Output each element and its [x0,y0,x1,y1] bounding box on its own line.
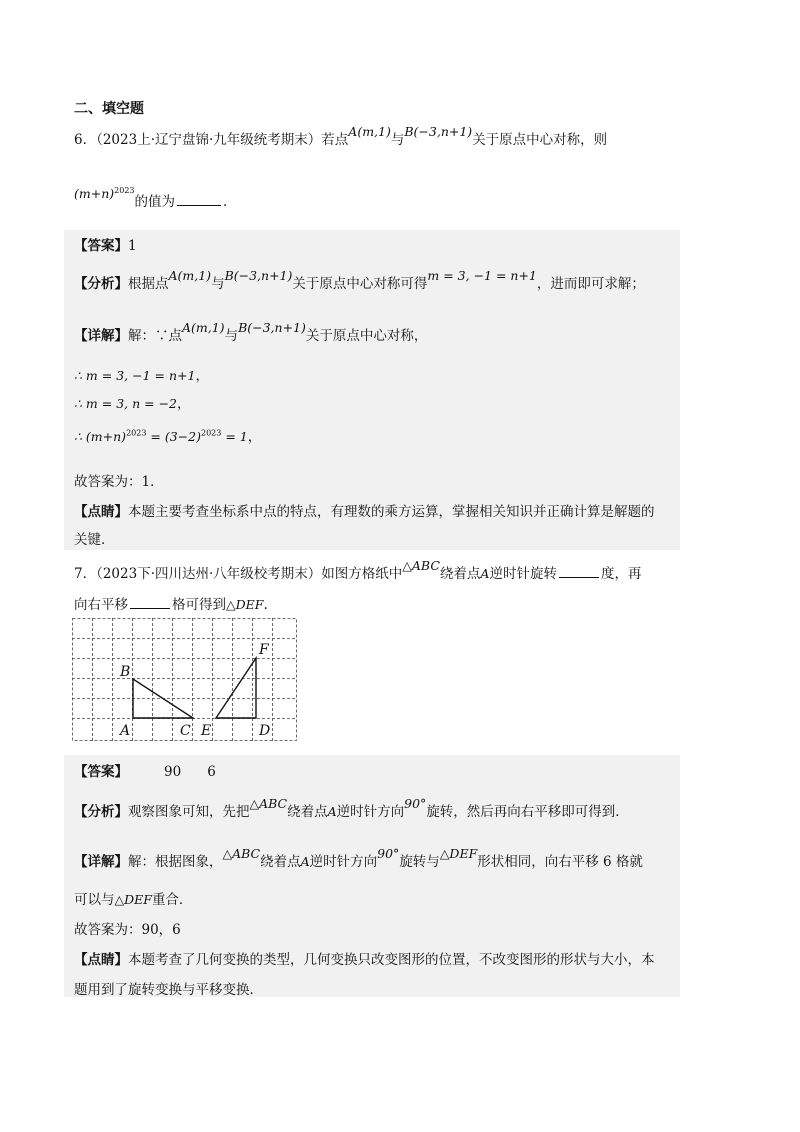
q7-analysis: 【分析】观察图象可知，先把△ABC绕着点A逆时针方向90°旋转，然后再向右平移即可得到． [74,796,629,820]
section-title: 二、填空题 [74,101,144,117]
label-c: C [180,723,191,739]
q6-step1: ∴ m = 3, −1 = n+1， [74,368,209,384]
translation-blank [130,596,170,609]
q6-comment-1: 【点睛】本题主要考查坐标系中点的特点，有理数的乘方运算，掌握相关知识并正确计算是解题的 [74,504,655,520]
q6-step2: ∴ m = 3, n = −2， [74,396,191,412]
q6-detail: 【详解】解：∵点A(m,1)与B(−3,n+1)关于原点中心对称， [74,320,428,344]
q7-comment-1: 【点睛】本题考查了几何变换的类型，几何变换只改变图形的位置，不改变图形的形状与大小，本 [74,952,655,968]
q7-detail-2: 可以与△DEF重合． [74,892,193,908]
q6-answer: 【答案】1 [74,238,137,254]
q7-question-line2: 向右平移 格可得到△DEF. [74,597,268,613]
q6-step3: ∴ $(m+n)^{2023} = (3-2)^{2023} = 1$， [74,428,262,445]
q6-question-line2: $(m+n)^{2023}$的值为 . [74,185,228,210]
q6-comment-2: 关键． [74,532,115,548]
q6-final: 故答案为：1． [74,474,164,490]
q7-final: 故答案为：90，6 [74,922,181,938]
q6-question-line1: 6．（2023上·辽宁盘锦·九年级统考期末）若点A(m,1)与B(−3,n+1)关于原点中心对称，则 [74,124,608,148]
answer-blank [177,193,221,206]
q7-question-line1: 7．（2023下·四川达州·八年级校考期末）如图方格纸中△ABC绕着点A逆时针旋转 度，再 [74,558,642,582]
q7-comment-2: 题用到了旋转变换与平移变换． [74,982,263,998]
label-b: B [120,664,131,680]
q7-detail-1: 【详解】解：根据图象，△ABC绕着点A逆时针方向90°旋转与△DEF形状相同，向右平移 6 格就 [74,846,643,870]
q6-analysis: 【分析】根据点A(m,1)与B(−3,n+1)关于原点中心对称可得m = 3, −1 = n+1，进而即可求解； [74,268,645,292]
grid-figure [72,618,298,742]
triangle-def [216,658,256,718]
rotation-blank [559,565,599,578]
q7-answer: 【答案】 90 6 [74,764,216,780]
label-d: D [259,723,271,739]
label-a: A [120,723,131,739]
label-f: F [259,642,269,658]
label-e: E [201,723,212,739]
